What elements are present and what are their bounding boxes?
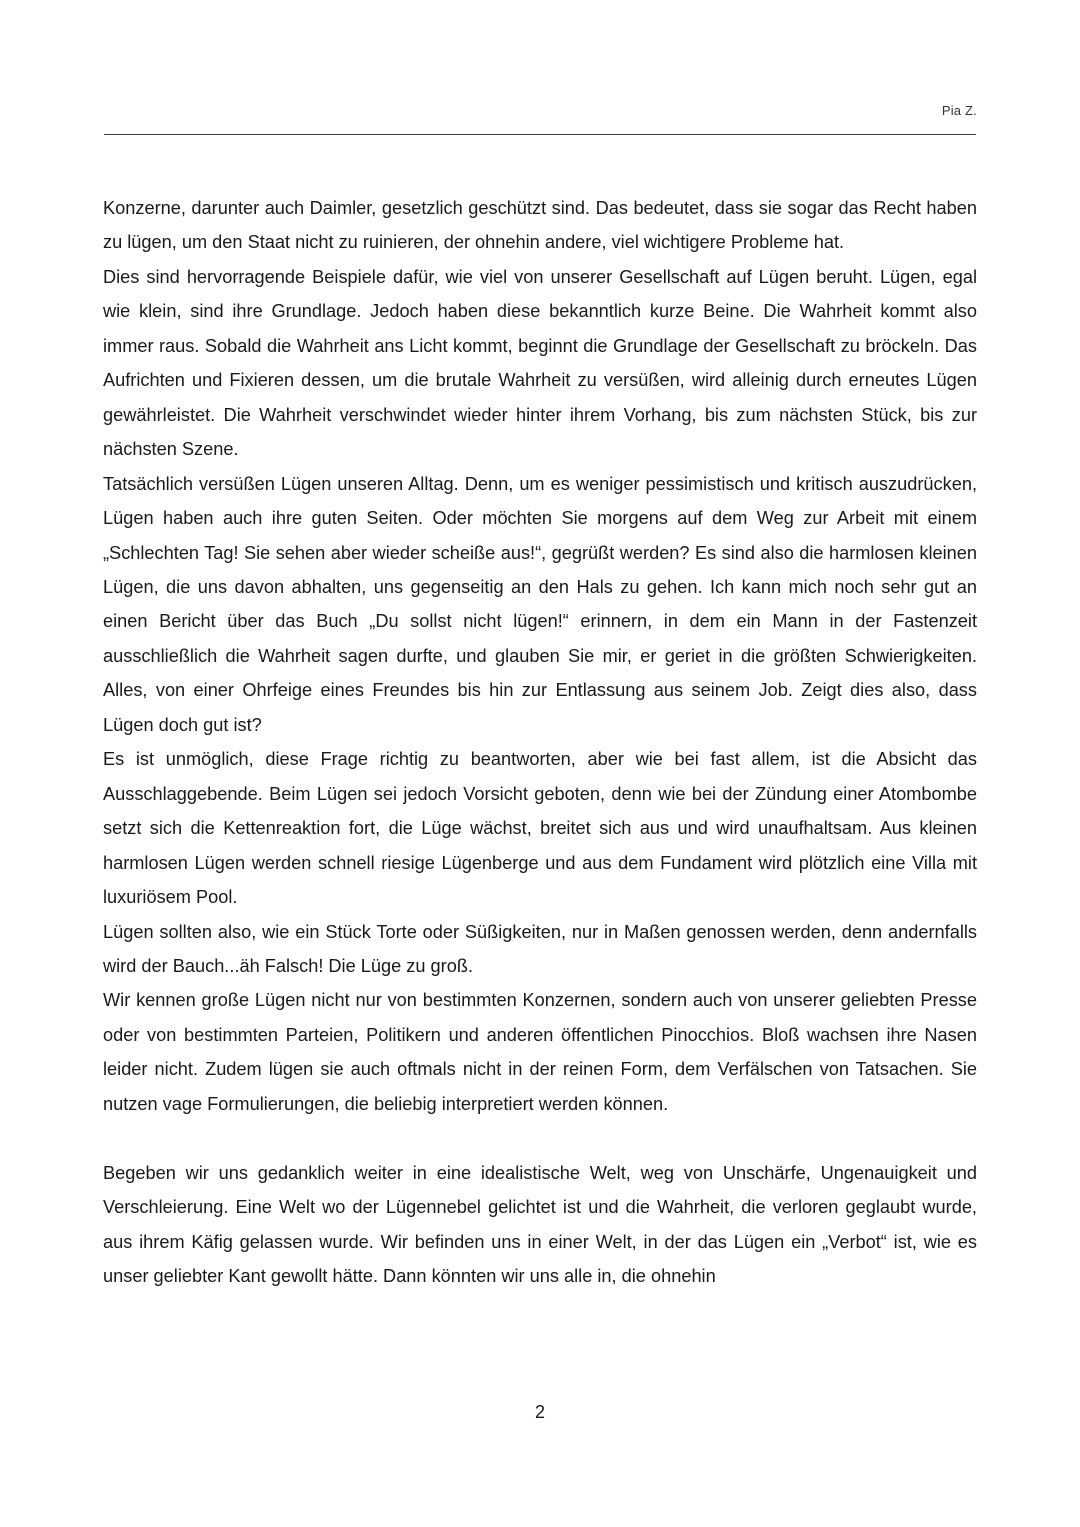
paragraph: Konzerne, darunter auch Daimler, gesetzlich geschützt sind. Das bedeutet, dass sie sogar das Recht haben zu lügen, um den Staat nicht zu ruinieren, der ohnehin andere, viel wichtigere Probleme hat. (103, 198, 977, 253)
paragraph: Lügen sollten also, wie ein Stück Torte oder Süßigkeiten, nur in Maßen genossen werden, denn andernfalls wird der Bauch...äh Falsch! Die Lüge zu groß. (103, 921, 977, 976)
paragraph: Begeben wir uns gedanklich weiter in eine idealistische Welt, weg von Unschärfe, Ungenauigkeit und Verschleierung. Eine Welt wo der Lügennebel gelichtet ist und die Wahrheit, die verloren geglaubt wurde, aus ihrem Käfig gelassen wurde. Wir befinden uns in einer Welt, in der das Lügen ein „Verbot“ ist, wie es unser geliebter Kant gewollt hätte. Dann könnten wir uns alle in, die ohnehin (103, 1162, 977, 1287)
header-author: Pia Z. (941, 103, 977, 118)
header-divider (104, 134, 976, 135)
paragraph: Es ist unmöglich, diese Frage richtig zu beantworten, aber wie bei fast allem, ist die Absicht das Ausschlaggebende. Beim Lügen sei jedoch Vorsicht geboten, denn wie bei der Zündung einer Atombombe setzt sich die Kettenreaktion fort, die Lüge wächst, breitet sich aus und wird unaufhaltsam. Aus kleinen harmlosen Lügen werden schnell riesige Lügenberge und aus dem Fundament wird plötzlich eine Villa mit luxuriösem Pool. (103, 749, 977, 908)
page-number: 2 (534, 1402, 545, 1422)
paragraph: Dies sind hervorragende Beispiele dafür, wie viel von unserer Gesellschaft auf Lügen beruht. Lügen, egal wie klein, sind ihre Grundlage. Jedoch haben diese bekanntlich kurze Beine. Die Wahrheit kommt also immer raus. Sobald die Wahrheit ans Licht kommt, beginnt die Grundlage der Gesellschaft zu bröckeln. Das Aufrichten und Fixieren dessen, um die brutale Wahrheit zu versüßen, wird alleinig durch erneutes Lügen gewährleistet. Die Wahrheit verschwindet wieder hinter ihrem Vorhang, bis zum nächsten Stück, bis zur nächsten Szene. (103, 266, 977, 460)
paragraph: Wir kennen große Lügen nicht nur von bestimmten Konzernen, sondern auch von unserer geliebten Presse oder von bestimmten Parteien, Politikern und anderen öffentlichen Pinocchios. Bloß wachsen ihre Nasen leider nicht. Zudem lügen sie auch oftmals nicht in der reinen Form, dem Verfälschen von Tatsachen. Sie nutzen vage Formulierungen, die beliebig interpretiert werden können. (103, 990, 977, 1114)
paragraph: Tatsächlich versüßen Lügen unseren Alltag. Denn, um es weniger pessimistisch und kritisch auszudrücken, Lügen haben auch ihre guten Seiten. Oder möchten Sie morgens auf dem Weg zur Arbeit mit einem „Schlechten Tag! Sie sehen aber wieder scheiße aus!“, gegrüßt werden? Es sind also die harmlosen kleinen Lügen, die uns davon abhalten, uns gegenseitig an den Hals zu gehen. Ich kann mich noch sehr gut an einen Bericht über das Buch „Du sollst nicht lügen!“ erinnern, in dem ein Mann in der Fastenzeit ausschließlich die Wahrheit sagen durfte, und glauben Sie mir, er geriet in die größten Schwierigkeiten. Alles, von einer Ohrfeige eines Freundes bis hin zur Entlassung aus seinem Job. Zeigt dies also, dass Lügen doch gut ist? (103, 473, 977, 735)
body-text (103, 191, 977, 1293)
